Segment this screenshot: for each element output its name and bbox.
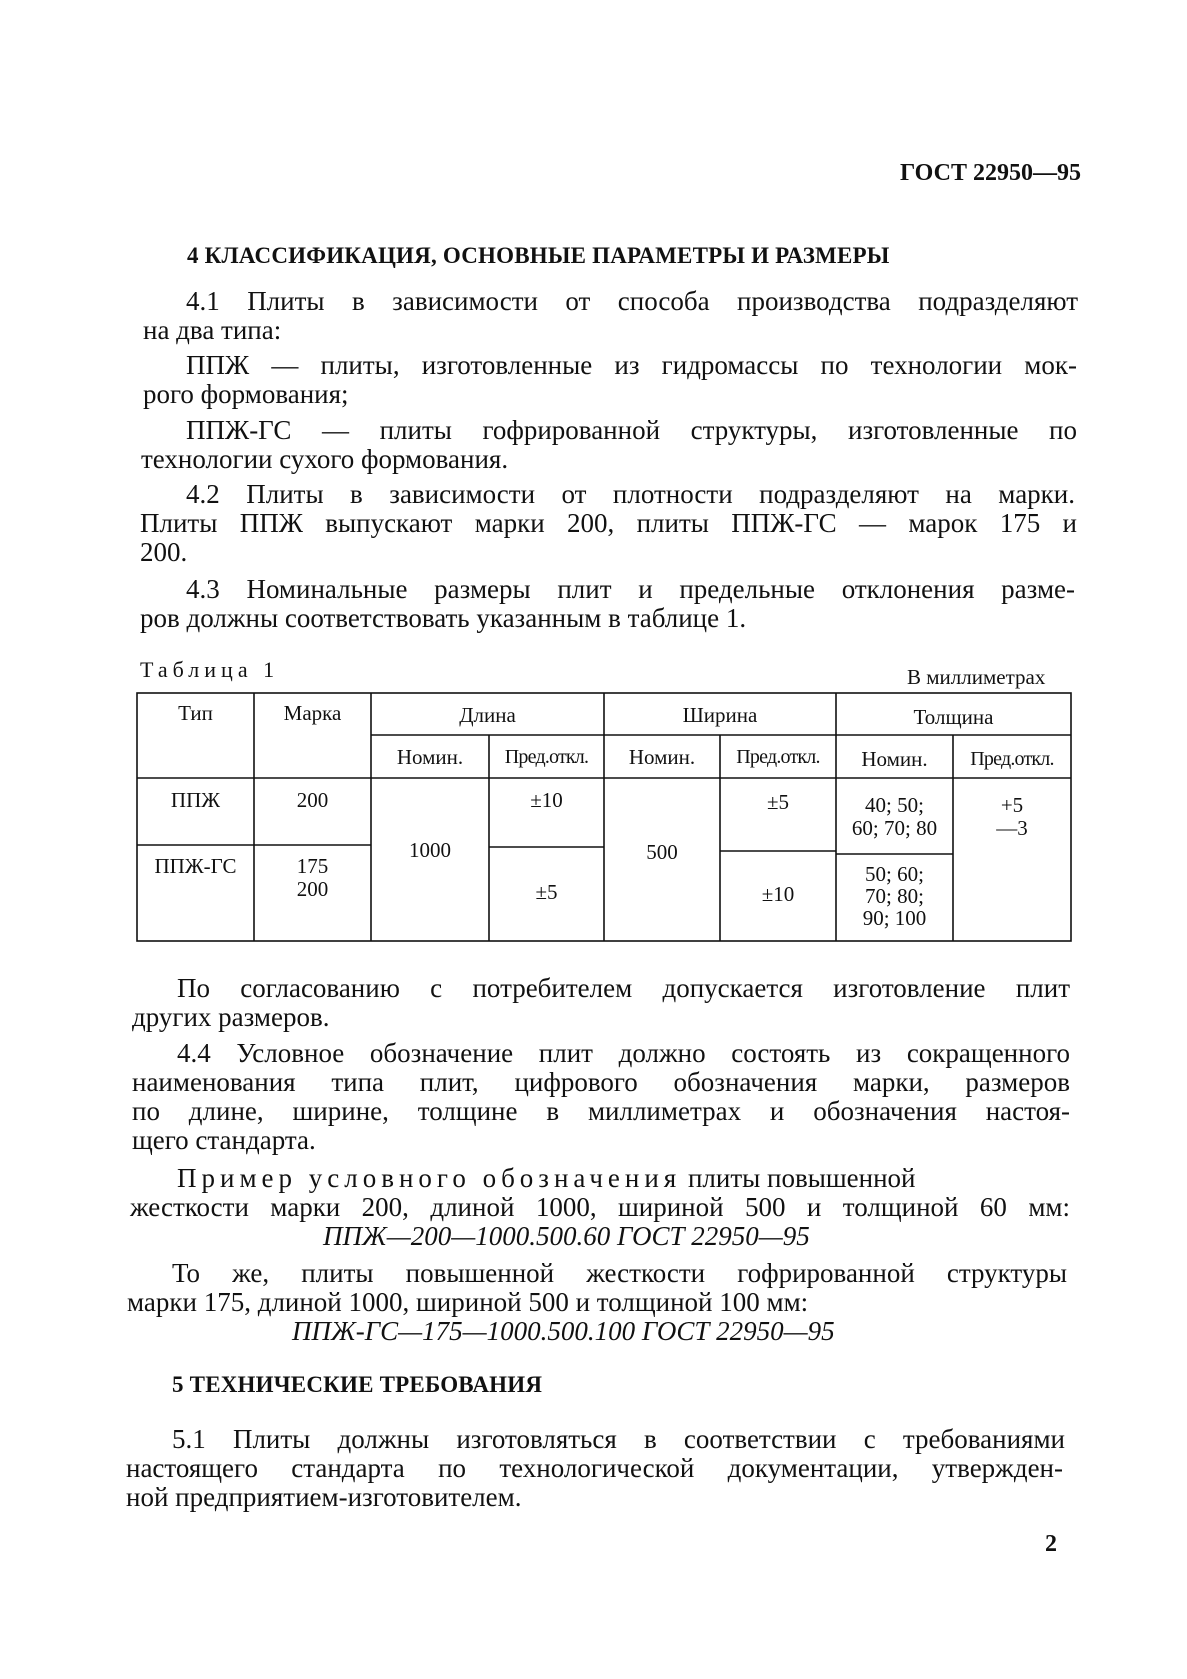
table-units: В миллиметрах — [907, 665, 1046, 689]
header-thickness: Толщина — [913, 705, 994, 729]
same-code: ППЖ-ГС—175—1000.500.100 ГОСТ 22950—95 — [292, 1316, 835, 1346]
header-thickness-nominal: Номин. — [861, 747, 928, 771]
thickness-deviation-minus: —3 — [996, 816, 1028, 840]
paragraph-line: 4.1 Плиты в зависимости от способа производства подразделяют — [186, 286, 1078, 316]
row1-width-deviation: ±5 — [766, 790, 790, 814]
row2-type: ППЖ-ГС — [154, 854, 237, 878]
paragraph-line: наименования типа плит, цифрового обозначения марки, размеров — [132, 1067, 1070, 1097]
width-nominal: 500 — [646, 840, 678, 864]
thickness-value-line: 60; 70; 80 — [851, 816, 938, 840]
header-thickness-deviation: Пред.откл. — [970, 748, 1054, 770]
header-width: Ширина — [682, 703, 758, 727]
row2-width-deviation: ±10 — [761, 882, 795, 906]
thickness-deviation-plus: +5 — [1000, 793, 1024, 817]
row2-length-deviation: ±5 — [535, 880, 558, 904]
example-code: ППЖ—200—1000.500.60 ГОСТ 22950—95 — [323, 1221, 810, 1251]
example-label: Пример условного обозначения — [177, 1163, 682, 1193]
header-length-nominal: Номин. — [396, 745, 464, 769]
thickness-value-line: 90; 100 — [862, 906, 927, 930]
paragraph-line: других размеров. — [132, 1002, 330, 1032]
grade-value-line: 175 — [296, 854, 329, 878]
thickness-value-line: 50; 60; — [865, 862, 924, 886]
table-caption: Таблица 1 — [140, 657, 280, 682]
grade-value-line: 200 — [296, 877, 329, 901]
row1-grade: 200 — [296, 788, 329, 812]
paragraph-line: 5.1 Плиты должны изготовляться в соответствии с требованиями — [172, 1424, 1065, 1454]
header-width-nominal: Номин. — [628, 745, 696, 769]
paragraph-line: ной предприятием-изготовителем. — [126, 1482, 522, 1512]
paragraph-line: технологии сухого формования. — [141, 444, 509, 474]
paragraph-line: Плиты ППЖ выпускают марки 200, плиты ППЖ-ГС — марок 175 и — [140, 508, 1077, 538]
row1-type: ППЖ — [170, 788, 221, 812]
thickness-deviation — [953, 794, 1071, 840]
header-type: Тип — [178, 701, 213, 725]
paragraph-line: жесткости марки 200, длиной 1000, шириной 500 и толщиной 60 мм: — [130, 1192, 1070, 1222]
thickness-value-line: 40; 50; — [865, 793, 924, 817]
paragraph-line: 4.2 Плиты в зависимости от плотности подразделяют на марки. — [186, 479, 1075, 509]
section-4-heading: 4 КЛАССИФИКАЦИЯ, ОСНОВНЫЕ ПАРАМЕТРЫ И РАЗМЕРЫ — [187, 243, 890, 268]
row2-thickness-nominal — [836, 863, 953, 929]
page-number: 2 — [1045, 1531, 1057, 1557]
paragraph-line: ППЖ-ГС — плиты гофрированной структуры, изготовленные по — [186, 415, 1077, 445]
paragraph-line: на два типа: — [143, 315, 282, 345]
thickness-value-line: 70; 80; — [865, 884, 924, 908]
paragraph-line: ППЖ — плиты, изготовленные из гидромассы по технологии мок- — [186, 350, 1077, 380]
paragraph-line: По согласованию с потребителем допускается изготовление плит — [177, 973, 1070, 1003]
row1-thickness-nominal — [836, 794, 953, 840]
paragraph-line: ров должны соответствовать указанным в таблице 1. — [140, 603, 747, 633]
header-length: Длина — [459, 703, 516, 727]
paragraph-line: по длине, ширине, толщине в миллиметрах и обозначения настоя- — [132, 1096, 1070, 1126]
length-nominal: 1000 — [409, 838, 451, 862]
document-code: ГОСТ 22950—95 — [900, 160, 1081, 186]
row2-grade — [254, 855, 371, 901]
example-line — [177, 1164, 916, 1193]
paragraph-line: марки 175, длиной 1000, шириной 500 и толщиной 100 мм: — [127, 1287, 809, 1317]
paragraph-line: 200. — [140, 537, 188, 567]
table-1 — [136, 692, 1073, 943]
paragraph-line: 4.3 Номинальные размеры плит и предельные отклонения разме- — [186, 574, 1075, 604]
example-rest: плиты повышенной — [687, 1163, 916, 1193]
section-5-heading: 5 ТЕХНИЧЕСКИЕ ТРЕБОВАНИЯ — [172, 1372, 543, 1397]
header-grade: Марка — [283, 701, 342, 725]
paragraph-line: щего стандарта. — [132, 1125, 316, 1155]
paragraph-line: То же, плиты повышенной жесткости гофрированной структуры — [172, 1258, 1067, 1288]
row1-length-deviation: ±10 — [530, 788, 563, 812]
header-length-deviation: Пред.откл. — [504, 746, 589, 768]
paragraph-line: рого формования; — [143, 379, 349, 409]
paragraph-line: 4.4 Условное обозначение плит должно состоять из сокращенного — [177, 1038, 1070, 1068]
paragraph-line: настоящего стандарта по технологической документации, утвержден- — [126, 1453, 1063, 1483]
header-width-deviation: Пред.откл. — [736, 746, 820, 768]
